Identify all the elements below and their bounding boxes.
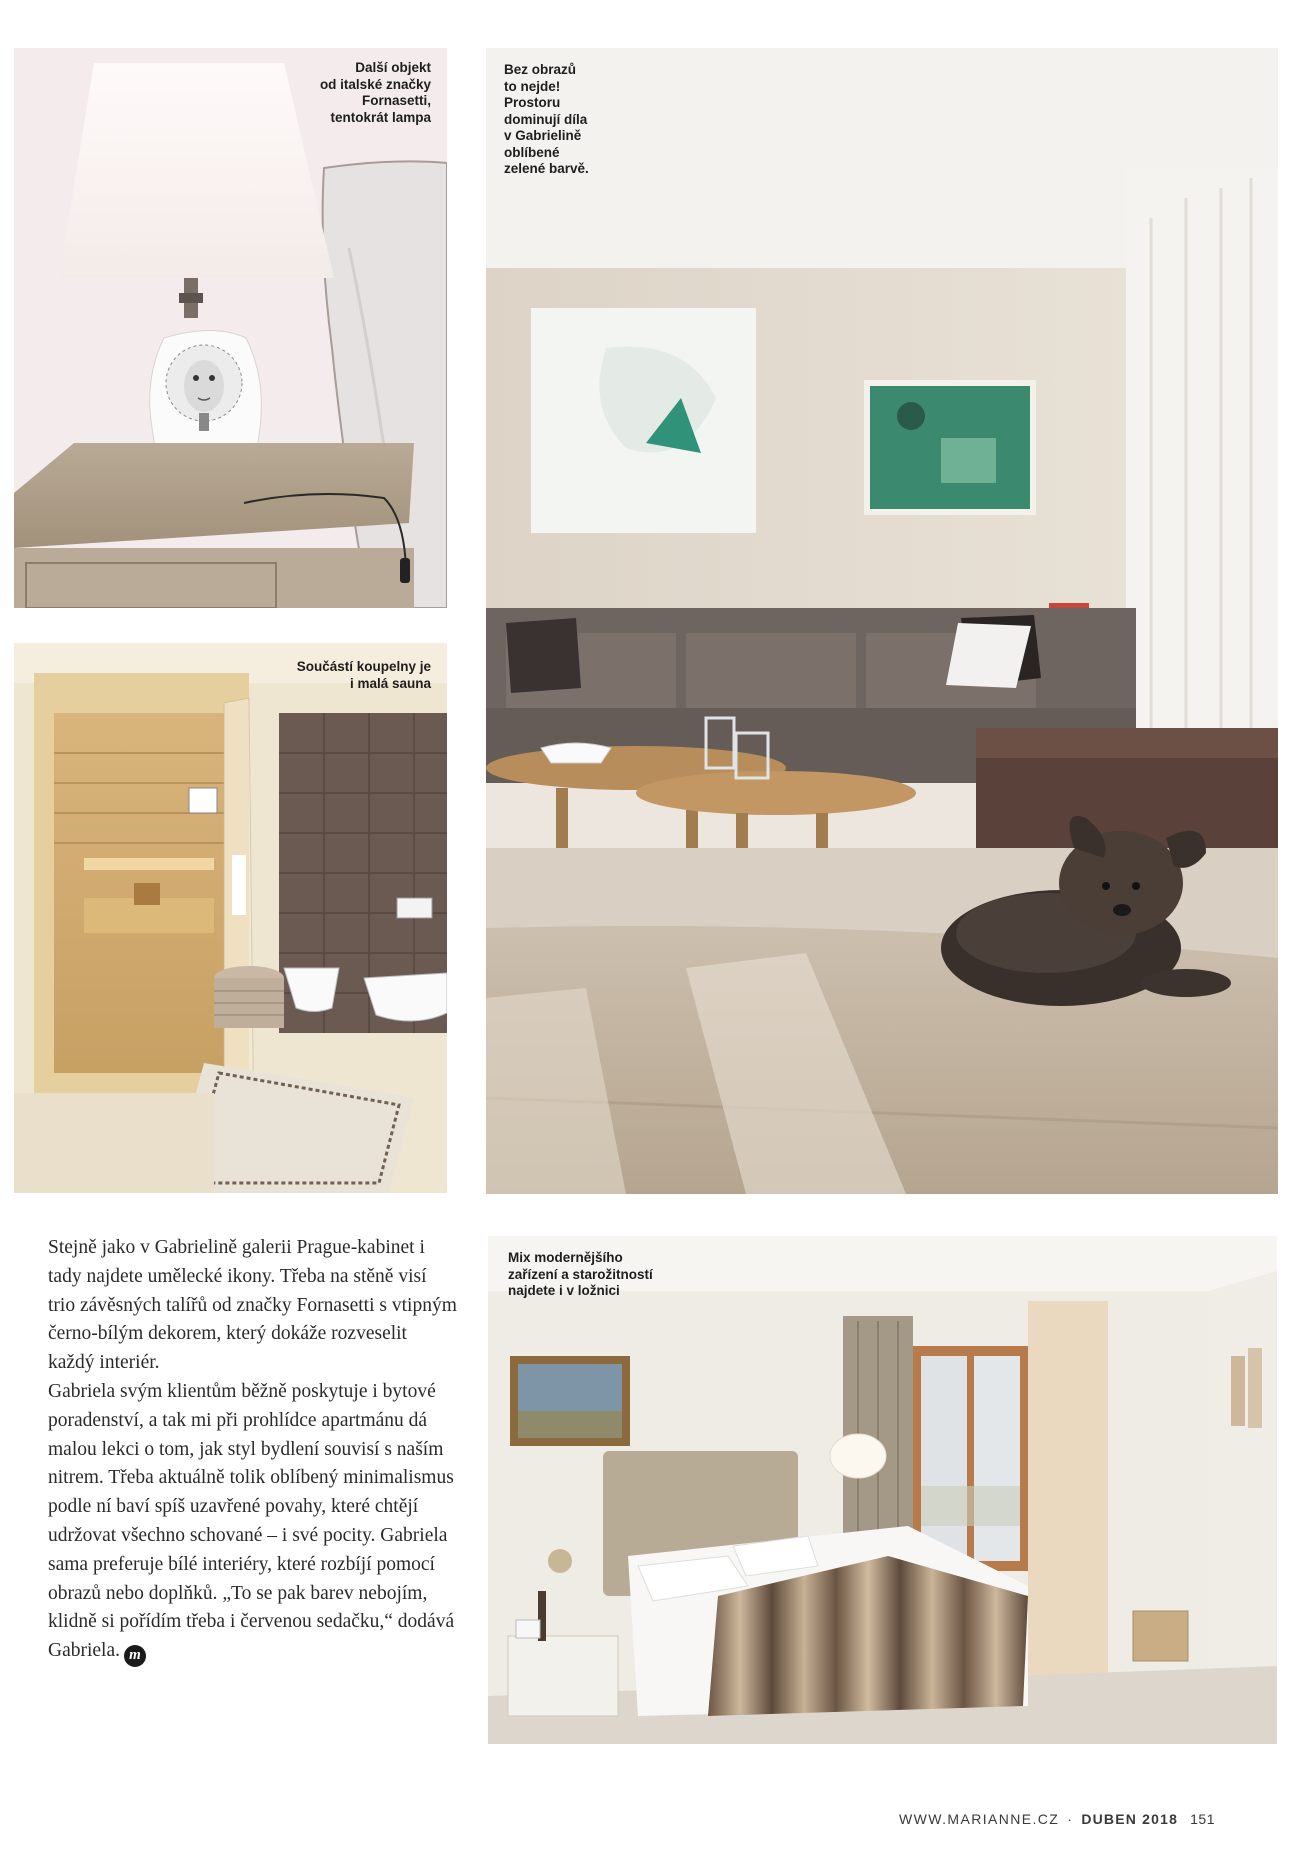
caption-bedroom: Mix modernějšího zařízení a starožitností najdete i v ložnici xyxy=(508,1250,653,1298)
article-paragraph-1: Stejně jako v Gabrielině galerii Prague-kabinet i tady najdete umělecké ikony. Třeba na stěně visí trio závěsných talířů od značky Fornasetti s vtipným černo-bílým dekorem, který dokáže rozveselit každý interiér. xyxy=(48,1237,457,1374)
photo-living-room xyxy=(486,48,1278,1194)
footer-issue: DUBEN 2018 xyxy=(1081,1811,1179,1827)
article-body xyxy=(48,1234,458,1667)
page-footer xyxy=(899,1811,1215,1833)
article-paragraph-2 xyxy=(48,1378,458,1667)
caption-living-room: Bez obrazů to nejde! Prostoru dominují díla v Gabrielině oblíbené zelené barvě. xyxy=(504,62,589,176)
photo-lamp xyxy=(14,48,447,608)
photo-bedroom xyxy=(488,1236,1277,1744)
page-number: 151 xyxy=(1190,1811,1215,1827)
sauna-illustration xyxy=(14,643,447,1193)
footer-separator: · xyxy=(1067,1811,1074,1827)
article-paragraph-2-text: Gabriela svým klientům běžně poskytuje i bytové poradenství, a tak mi při prohlídce apartmánu dá malou lekci o tom, jak styl bydlení souvisí s naším nitrem. Třeba aktuálně tolik oblíbený minimalismus podle ní baví spíš uzavřené povahy, které chtějí udržovat všechno schované – i své pocity. Gabriela sama preferuje bílé interiéry, které rozbíjí pomocí obrazů nebo doplňků. „To se pak barev nebojím, klidně si pořídím třeba i červenou sedačku,“ dodává Gabriela. xyxy=(48,1380,455,1662)
caption-lamp: Další objekt od italské značky Fornasetti, tentokrát lampa xyxy=(319,60,431,125)
marianne-end-mark-icon: m xyxy=(124,1645,146,1667)
bedroom-illustration xyxy=(488,1236,1277,1744)
lamp-illustration xyxy=(14,48,447,608)
living-room-illustration xyxy=(486,48,1278,1194)
footer-url-link[interactable]: WWW.MARIANNE.CZ xyxy=(899,1811,1060,1827)
photo-sauna xyxy=(14,643,447,1193)
caption-sauna: Součástí koupelny je i malá sauna xyxy=(296,659,431,691)
